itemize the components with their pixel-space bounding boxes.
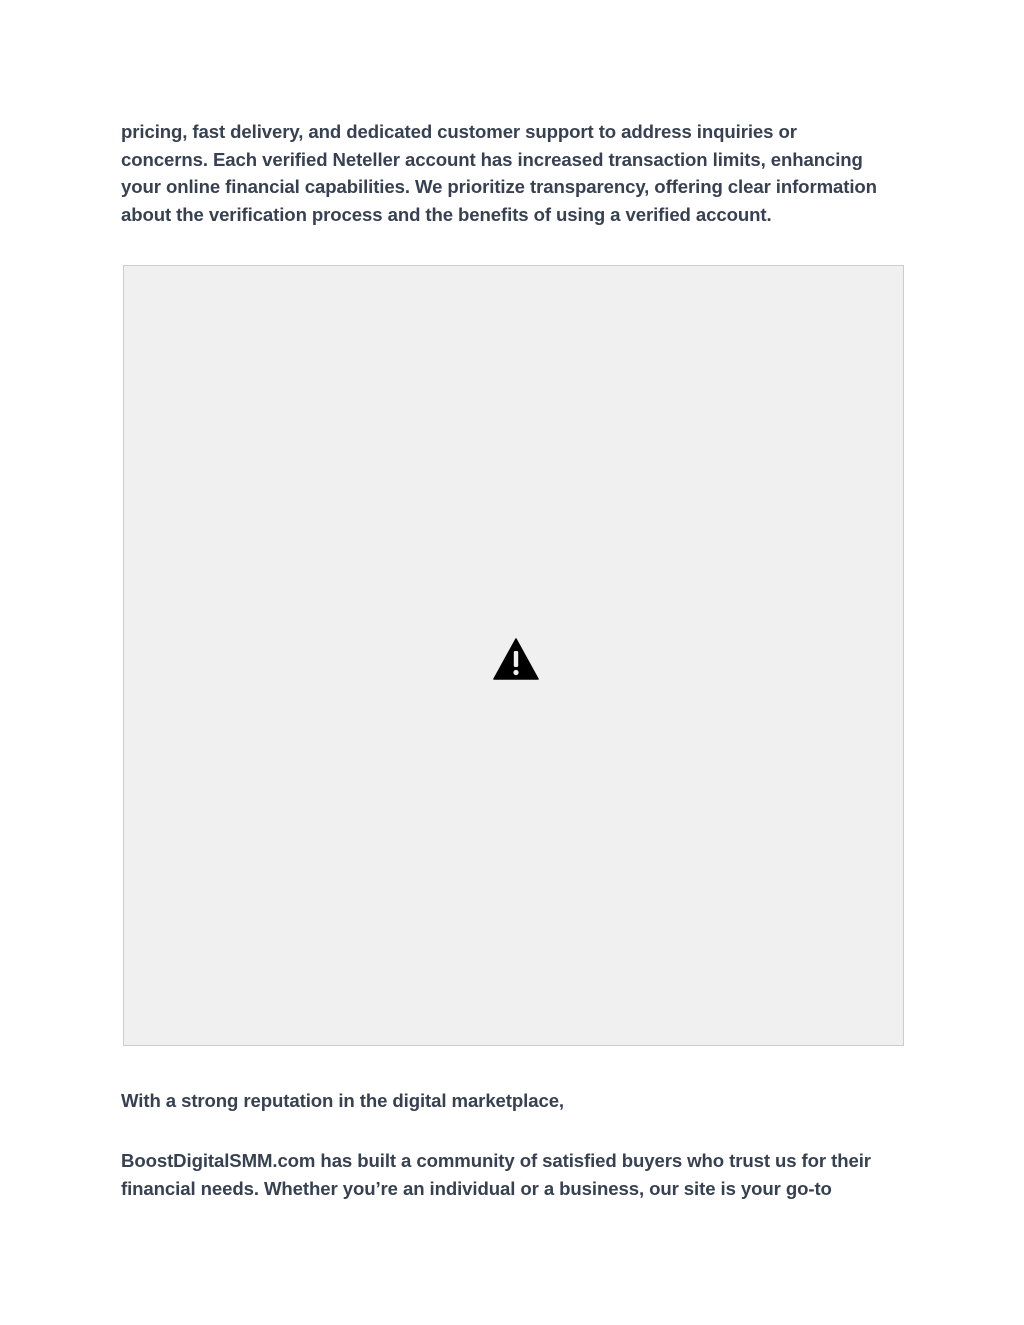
paragraph-line: pricing, fast delivery, and dedicated customer support to address inquiries or xyxy=(121,121,797,142)
paragraph-line: concerns. Each verified Neteller account has increased transaction limits, enhancing xyxy=(121,148,863,170)
paragraph-line: financial needs. Whether you’re an individual or a business, our site is your go-to xyxy=(121,1177,832,1199)
broken-image-placeholder xyxy=(123,265,904,1046)
paragraph-line: about the verification process and the benefits of using a verified account. xyxy=(121,204,772,226)
paragraph-line: BoostDigitalSMM.com has built a community of satisfied buyers who trust us for their xyxy=(121,1150,871,1171)
paragraph-community xyxy=(121,1147,911,1202)
paragraph-reputation xyxy=(121,1087,911,1115)
warning-icon xyxy=(493,638,539,680)
paragraph-line: With a strong reputation in the digital marketplace, xyxy=(121,1090,565,1111)
paragraph-pricing-delivery xyxy=(121,118,911,229)
paragraph-line: your online financial capabilities. We prioritize transparency, offering clear information xyxy=(121,176,877,198)
